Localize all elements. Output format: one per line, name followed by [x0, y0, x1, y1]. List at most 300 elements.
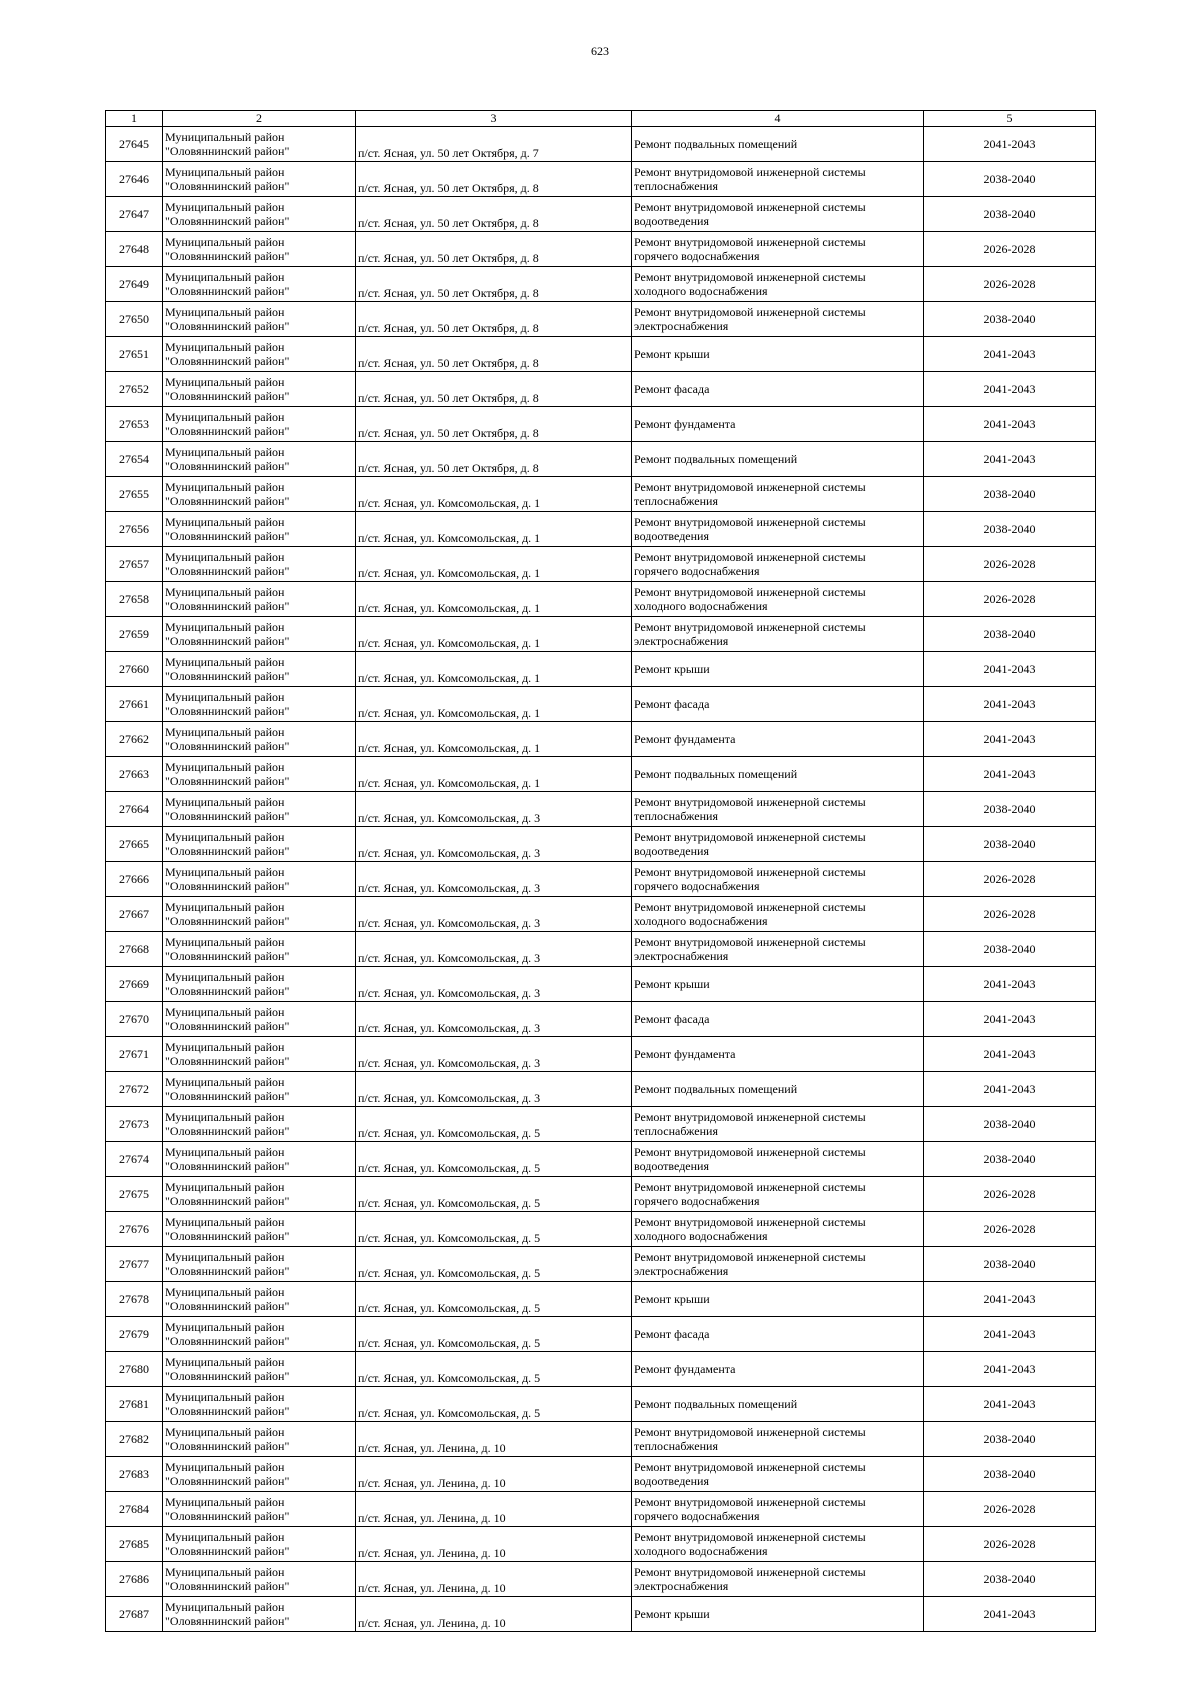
address-cell: п/ст. Ясная, ул. Комсомольская, д. 3	[356, 792, 632, 827]
address-cell: п/ст. Ясная, ул. Комсомольская, д. 1	[356, 512, 632, 547]
municipality-line: "Оловяннинский район"	[165, 1089, 290, 1103]
address-cell: п/ст. Ясная, ул. Комсомольская, д. 5	[356, 1352, 632, 1387]
record-number-cell: 27673	[106, 1107, 163, 1142]
work-type-cell	[632, 1422, 924, 1457]
work-type-line: Ремонт внутридомовой инженерной системы	[634, 1495, 866, 1509]
table-row	[106, 1282, 1096, 1317]
work-type-cell	[632, 1597, 924, 1632]
municipality-cell	[163, 162, 356, 197]
municipality-line: "Оловяннинский район"	[165, 424, 290, 438]
address-cell: п/ст. Ясная, ул. Комсомольская, д. 1	[356, 582, 632, 617]
record-number-cell: 27650	[106, 302, 163, 337]
work-type-line: Ремонт подвальных помещений	[634, 767, 798, 781]
record-number-cell: 27654	[106, 442, 163, 477]
work-type-line: Ремонт внутридомовой инженерной системы	[634, 935, 866, 949]
work-type-line: водоотведения	[634, 529, 709, 543]
table-row	[106, 1317, 1096, 1352]
municipality-line: "Оловяннинский район"	[165, 1579, 290, 1593]
work-type-cell	[632, 1177, 924, 1212]
record-number-cell: 27668	[106, 932, 163, 967]
work-type-line: холодного водоснабжения	[634, 1229, 768, 1243]
work-type-cell	[632, 1002, 924, 1037]
work-type-line: горячего водоснабжения	[634, 879, 760, 893]
work-type-line: Ремонт подвальных помещений	[634, 1397, 798, 1411]
municipality-cell	[163, 1037, 356, 1072]
work-type-line: холодного водоснабжения	[634, 284, 768, 298]
municipality-line: Муниципальный район	[165, 200, 285, 214]
period-cell: 2038-2040	[924, 827, 1096, 862]
work-type-line: Ремонт внутридомовой инженерной системы	[634, 480, 866, 494]
record-number-cell: 27653	[106, 407, 163, 442]
municipality-line: "Оловяннинский район"	[165, 1229, 290, 1243]
address-cell: п/ст. Ясная, ул. 50 лет Октября, д. 8	[356, 232, 632, 267]
page-number: 623	[591, 44, 609, 58]
address-cell: п/ст. Ясная, ул. Комсомольская, д. 3	[356, 897, 632, 932]
municipality-line: Муниципальный район	[165, 165, 285, 179]
municipality-cell	[163, 512, 356, 547]
work-type-cell	[632, 337, 924, 372]
record-number-cell: 27646	[106, 162, 163, 197]
municipality-line: Муниципальный район	[165, 725, 285, 739]
table-row	[106, 1562, 1096, 1597]
work-type-line: Ремонт внутридомовой инженерной системы	[634, 830, 866, 844]
municipality-cell	[163, 127, 356, 162]
address-cell: п/ст. Ясная, ул. Комсомольская, д. 1	[356, 687, 632, 722]
work-type-cell	[632, 827, 924, 862]
municipality-line: "Оловяннинский район"	[165, 1299, 290, 1313]
address-cell: п/ст. Ясная, ул. Комсомольская, д. 5	[356, 1317, 632, 1352]
work-type-line: Ремонт внутридомовой инженерной системы	[634, 795, 866, 809]
municipality-cell	[163, 862, 356, 897]
record-number-cell: 27674	[106, 1142, 163, 1177]
table-row	[106, 1037, 1096, 1072]
municipality-line: "Оловяннинский район"	[165, 949, 290, 963]
work-type-line: Ремонт внутридомовой инженерной системы	[634, 1180, 866, 1194]
record-number-cell: 27670	[106, 1002, 163, 1037]
municipality-line: "Оловяннинский район"	[165, 774, 290, 788]
municipality-line: Муниципальный район	[165, 480, 285, 494]
record-number-cell: 27660	[106, 652, 163, 687]
address-cell: п/ст. Ясная, ул. Ленина, д. 10	[356, 1527, 632, 1562]
work-type-line: Ремонт внутридомовой инженерной системы	[634, 1460, 866, 1474]
municipality-line: Муниципальный район	[165, 655, 285, 669]
work-type-line: Ремонт крыши	[634, 347, 710, 361]
table-row	[106, 1142, 1096, 1177]
municipality-cell	[163, 1247, 356, 1282]
work-type-cell	[632, 547, 924, 582]
municipality-line: "Оловяннинский район"	[165, 1509, 290, 1523]
table-row	[106, 1527, 1096, 1562]
municipality-line: "Оловяннинский район"	[165, 669, 290, 683]
address-cell: п/ст. Ясная, ул. Комсомольская, д. 1	[356, 722, 632, 757]
period-cell: 2041-2043	[924, 1317, 1096, 1352]
record-number-cell: 27655	[106, 477, 163, 512]
municipality-line: "Оловяннинский район"	[165, 1334, 290, 1348]
municipality-line: Муниципальный район	[165, 1215, 285, 1229]
work-type-cell	[632, 477, 924, 512]
municipality-line: Муниципальный район	[165, 690, 285, 704]
municipality-cell	[163, 372, 356, 407]
work-type-cell	[632, 442, 924, 477]
address-cell: п/ст. Ясная, ул. Комсомольская, д. 3	[356, 967, 632, 1002]
work-type-cell	[632, 162, 924, 197]
municipality-line: Муниципальный район	[165, 550, 285, 564]
work-type-line: Ремонт фундамента	[634, 1362, 736, 1376]
municipality-line: Муниципальный район	[165, 1390, 285, 1404]
record-number-cell: 27678	[106, 1282, 163, 1317]
work-type-line: Ремонт внутридомовой инженерной системы	[634, 235, 866, 249]
municipality-cell	[163, 932, 356, 967]
table-row	[106, 127, 1096, 162]
work-type-line: водоотведения	[634, 214, 709, 228]
address-cell: п/ст. Ясная, ул. Ленина, д. 10	[356, 1492, 632, 1527]
period-cell: 2041-2043	[924, 1597, 1096, 1632]
municipality-line: "Оловяннинский район"	[165, 494, 290, 508]
municipality-line: "Оловяннинский район"	[165, 564, 290, 578]
address-cell: п/ст. Ясная, ул. Комсомольская, д. 3	[356, 932, 632, 967]
municipality-line: Муниципальный район	[165, 1495, 285, 1509]
record-number-cell: 27652	[106, 372, 163, 407]
table-row	[106, 1422, 1096, 1457]
municipality-line: "Оловяннинский район"	[165, 599, 290, 613]
record-number-cell: 27686	[106, 1562, 163, 1597]
address-cell: п/ст. Ясная, ул. Комсомольская, д. 1	[356, 617, 632, 652]
work-type-cell	[632, 1492, 924, 1527]
work-type-line: Ремонт подвальных помещений	[634, 1082, 798, 1096]
work-type-line: Ремонт внутридомовой инженерной системы	[634, 550, 866, 564]
work-type-cell	[632, 1212, 924, 1247]
period-cell: 2041-2043	[924, 1072, 1096, 1107]
period-cell: 2041-2043	[924, 722, 1096, 757]
municipality-cell	[163, 337, 356, 372]
period-cell: 2026-2028	[924, 1527, 1096, 1562]
municipality-line: Муниципальный район	[165, 935, 285, 949]
municipality-line: Муниципальный район	[165, 410, 285, 424]
municipality-line: Муниципальный район	[165, 795, 285, 809]
municipality-cell	[163, 1212, 356, 1247]
work-type-cell	[632, 862, 924, 897]
work-type-line: Ремонт внутридомовой инженерной системы	[634, 270, 866, 284]
address-cell: п/ст. Ясная, ул. Комсомольская, д. 5	[356, 1177, 632, 1212]
municipality-line: "Оловяннинский район"	[165, 319, 290, 333]
period-cell: 2026-2028	[924, 1212, 1096, 1247]
municipality-cell	[163, 897, 356, 932]
record-number-cell: 27659	[106, 617, 163, 652]
period-cell: 2041-2043	[924, 1282, 1096, 1317]
period-cell: 2041-2043	[924, 372, 1096, 407]
municipality-line: Муниципальный район	[165, 375, 285, 389]
work-type-cell	[632, 302, 924, 337]
municipality-cell	[163, 1107, 356, 1142]
municipality-line: Муниципальный район	[165, 305, 285, 319]
municipality-line: Муниципальный район	[165, 1425, 285, 1439]
municipality-line: "Оловяннинский район"	[165, 984, 290, 998]
work-type-line: Ремонт крыши	[634, 1607, 710, 1621]
municipality-cell	[163, 407, 356, 442]
period-cell: 2041-2043	[924, 407, 1096, 442]
address-cell: п/ст. Ясная, ул. Комсомольская, д. 5	[356, 1107, 632, 1142]
work-type-line: электроснабжения	[634, 1264, 729, 1278]
address-cell: п/ст. Ясная, ул. 50 лет Октября, д. 8	[356, 267, 632, 302]
municipality-cell	[163, 302, 356, 337]
table-row	[106, 862, 1096, 897]
municipality-line: "Оловяннинский район"	[165, 1474, 290, 1488]
period-cell: 2041-2043	[924, 1387, 1096, 1422]
municipality-line: Муниципальный район	[165, 445, 285, 459]
table-row	[106, 1072, 1096, 1107]
address-cell: п/ст. Ясная, ул. 50 лет Октября, д. 8	[356, 337, 632, 372]
period-cell: 2041-2043	[924, 442, 1096, 477]
repair-schedule-table	[105, 110, 1096, 1632]
record-number-cell: 27662	[106, 722, 163, 757]
period-cell: 2041-2043	[924, 1037, 1096, 1072]
record-number-cell: 27676	[106, 1212, 163, 1247]
work-type-cell	[632, 757, 924, 792]
address-cell: п/ст. Ясная, ул. Комсомольская, д. 5	[356, 1212, 632, 1247]
municipality-line: "Оловяннинский район"	[165, 529, 290, 543]
work-type-line: Ремонт крыши	[634, 977, 710, 991]
work-type-cell	[632, 722, 924, 757]
period-cell: 2038-2040	[924, 512, 1096, 547]
municipality-line: "Оловяннинский район"	[165, 459, 290, 473]
work-type-line: электроснабжения	[634, 634, 729, 648]
address-cell: п/ст. Ясная, ул. 50 лет Октября, д. 8	[356, 162, 632, 197]
column-header-3: 3	[356, 111, 632, 127]
period-cell: 2026-2028	[924, 267, 1096, 302]
table-row	[106, 687, 1096, 722]
municipality-cell	[163, 687, 356, 722]
work-type-cell	[632, 372, 924, 407]
column-number-header-row	[106, 111, 1096, 127]
table-row	[106, 407, 1096, 442]
work-type-cell	[632, 127, 924, 162]
address-cell: п/ст. Ясная, ул. 50 лет Октября, д. 8	[356, 442, 632, 477]
work-type-line: Ремонт внутридомовой инженерной системы	[634, 1145, 866, 1159]
record-number-cell: 27647	[106, 197, 163, 232]
record-number-cell: 27665	[106, 827, 163, 862]
municipality-line: Муниципальный район	[165, 1180, 285, 1194]
municipality-line: "Оловяннинский район"	[165, 1264, 290, 1278]
municipality-line: Муниципальный район	[165, 1145, 285, 1159]
table-row	[106, 162, 1096, 197]
work-type-cell	[632, 967, 924, 1002]
work-type-cell	[632, 1247, 924, 1282]
municipality-line: Муниципальный район	[165, 1565, 285, 1579]
address-cell: п/ст. Ясная, ул. Ленина, д. 10	[356, 1457, 632, 1492]
table-row	[106, 1107, 1096, 1142]
record-number-cell: 27648	[106, 232, 163, 267]
table-row	[106, 1212, 1096, 1247]
period-cell: 2026-2028	[924, 897, 1096, 932]
work-type-cell	[632, 1037, 924, 1072]
address-cell: п/ст. Ясная, ул. Комсомольская, д. 3	[356, 1037, 632, 1072]
record-number-cell: 27669	[106, 967, 163, 1002]
address-cell: п/ст. Ясная, ул. Комсомольская, д. 5	[356, 1282, 632, 1317]
record-number-cell: 27645	[106, 127, 163, 162]
municipality-cell	[163, 477, 356, 512]
record-number-cell: 27657	[106, 547, 163, 582]
municipality-line: "Оловяннинский район"	[165, 1614, 290, 1628]
municipality-cell	[163, 652, 356, 687]
municipality-line: "Оловяннинский район"	[165, 879, 290, 893]
municipality-line: Муниципальный район	[165, 270, 285, 284]
work-type-line: водоотведения	[634, 1159, 709, 1173]
work-type-line: электроснабжения	[634, 949, 729, 963]
municipality-cell	[163, 1317, 356, 1352]
address-cell: п/ст. Ясная, ул. Комсомольская, д. 5	[356, 1387, 632, 1422]
work-type-cell	[632, 1527, 924, 1562]
record-number-cell: 27667	[106, 897, 163, 932]
address-cell: п/ст. Ясная, ул. Комсомольская, д. 3	[356, 827, 632, 862]
work-type-line: холодного водоснабжения	[634, 914, 768, 928]
municipality-line: Муниципальный район	[165, 830, 285, 844]
work-type-line: Ремонт внутридомовой инженерной системы	[634, 620, 866, 634]
municipality-line: Муниципальный район	[165, 865, 285, 879]
work-type-line: теплоснабжения	[634, 809, 718, 823]
work-type-line: Ремонт внутридомовой инженерной системы	[634, 1110, 866, 1124]
table-row	[106, 442, 1096, 477]
municipality-cell	[163, 1352, 356, 1387]
period-cell: 2026-2028	[924, 1492, 1096, 1527]
municipality-line: Муниципальный район	[165, 515, 285, 529]
period-cell: 2038-2040	[924, 1142, 1096, 1177]
table-body	[106, 111, 1096, 1632]
municipality-line: "Оловяннинский район"	[165, 354, 290, 368]
address-cell: п/ст. Ясная, ул. Ленина, д. 10	[356, 1422, 632, 1457]
municipality-cell	[163, 722, 356, 757]
work-type-line: Ремонт фундамента	[634, 732, 736, 746]
work-type-line: Ремонт подвальных помещений	[634, 452, 798, 466]
municipality-line: Муниципальный район	[165, 1320, 285, 1334]
work-type-line: Ремонт внутридомовой инженерной системы	[634, 1530, 866, 1544]
table-row	[106, 1247, 1096, 1282]
municipality-cell	[163, 827, 356, 862]
table-row	[106, 652, 1096, 687]
table-row	[106, 302, 1096, 337]
period-cell: 2026-2028	[924, 547, 1096, 582]
municipality-line: Муниципальный район	[165, 1460, 285, 1474]
municipality-cell	[163, 1527, 356, 1562]
work-type-line: теплоснабжения	[634, 494, 718, 508]
table-row	[106, 1597, 1096, 1632]
period-cell: 2041-2043	[924, 687, 1096, 722]
municipality-line: Муниципальный район	[165, 1250, 285, 1264]
table-row	[106, 792, 1096, 827]
work-type-line: Ремонт фундамента	[634, 417, 736, 431]
table-row	[106, 267, 1096, 302]
work-type-line: Ремонт фасада	[634, 382, 710, 396]
period-cell: 2026-2028	[924, 582, 1096, 617]
address-cell: п/ст. Ясная, ул. Комсомольская, д. 1	[356, 547, 632, 582]
table-row	[106, 477, 1096, 512]
period-cell: 2041-2043	[924, 337, 1096, 372]
column-header-5: 5	[924, 111, 1096, 127]
period-cell: 2038-2040	[924, 792, 1096, 827]
municipality-line: "Оловяннинский район"	[165, 1019, 290, 1033]
period-cell: 2038-2040	[924, 1107, 1096, 1142]
column-header-4: 4	[632, 111, 924, 127]
record-number-cell: 27656	[106, 512, 163, 547]
municipality-cell	[163, 442, 356, 477]
record-number-cell: 27664	[106, 792, 163, 827]
municipality-cell	[163, 1002, 356, 1037]
period-cell: 2038-2040	[924, 1422, 1096, 1457]
work-type-line: холодного водоснабжения	[634, 1544, 768, 1558]
municipality-cell	[163, 547, 356, 582]
record-number-cell: 27685	[106, 1527, 163, 1562]
record-number-cell: 27687	[106, 1597, 163, 1632]
municipality-cell	[163, 1142, 356, 1177]
table-row	[106, 827, 1096, 862]
table-row	[106, 932, 1096, 967]
work-type-cell	[632, 652, 924, 687]
work-type-line: Ремонт внутридомовой инженерной системы	[634, 1215, 866, 1229]
work-type-line: теплоснабжения	[634, 1124, 718, 1138]
column-header-2: 2	[163, 111, 356, 127]
work-type-line: Ремонт крыши	[634, 662, 710, 676]
work-type-cell	[632, 932, 924, 967]
table-row	[106, 617, 1096, 652]
table-row	[106, 1387, 1096, 1422]
work-type-line: Ремонт внутридомовой инженерной системы	[634, 165, 866, 179]
period-cell: 2038-2040	[924, 477, 1096, 512]
municipality-line: Муниципальный район	[165, 585, 285, 599]
municipality-line: "Оловяннинский район"	[165, 1194, 290, 1208]
work-type-line: водоотведения	[634, 1474, 709, 1488]
municipality-cell	[163, 792, 356, 827]
work-type-cell	[632, 1142, 924, 1177]
period-cell: 2041-2043	[924, 757, 1096, 792]
record-number-cell: 27651	[106, 337, 163, 372]
municipality-line: Муниципальный район	[165, 1355, 285, 1369]
municipality-line: Муниципальный район	[165, 235, 285, 249]
municipality-line: Муниципальный район	[165, 1110, 285, 1124]
municipality-line: "Оловяннинский район"	[165, 389, 290, 403]
municipality-cell	[163, 617, 356, 652]
record-number-cell: 27658	[106, 582, 163, 617]
municipality-cell	[163, 1562, 356, 1597]
address-cell: п/ст. Ясная, ул. Комсомольская, д. 3	[356, 1072, 632, 1107]
work-type-cell	[632, 1317, 924, 1352]
municipality-cell	[163, 232, 356, 267]
work-type-line: Ремонт внутридомовой инженерной системы	[634, 900, 866, 914]
work-type-line: холодного водоснабжения	[634, 599, 768, 613]
address-cell: п/ст. Ясная, ул. Комсомольская, д. 5	[356, 1247, 632, 1282]
table-row	[106, 1002, 1096, 1037]
record-number-cell: 27675	[106, 1177, 163, 1212]
record-number-cell: 27649	[106, 267, 163, 302]
work-type-cell	[632, 1562, 924, 1597]
record-number-cell: 27672	[106, 1072, 163, 1107]
table-row	[106, 197, 1096, 232]
work-type-line: Ремонт фундамента	[634, 1047, 736, 1061]
municipality-line: "Оловяннинский район"	[165, 144, 290, 158]
work-type-line: Ремонт фасада	[634, 697, 710, 711]
work-type-cell	[632, 1387, 924, 1422]
work-type-cell	[632, 197, 924, 232]
municipality-cell	[163, 1597, 356, 1632]
work-type-line: Ремонт внутридомовой инженерной системы	[634, 515, 866, 529]
record-number-cell: 27677	[106, 1247, 163, 1282]
municipality-line: "Оловяннинский район"	[165, 844, 290, 858]
municipality-line: Муниципальный район	[165, 1075, 285, 1089]
work-type-cell	[632, 582, 924, 617]
record-number-cell: 27671	[106, 1037, 163, 1072]
address-cell: п/ст. Ясная, ул. Ленина, д. 10	[356, 1597, 632, 1632]
work-type-cell	[632, 687, 924, 722]
municipality-line: "Оловяннинский район"	[165, 634, 290, 648]
period-cell: 2038-2040	[924, 162, 1096, 197]
